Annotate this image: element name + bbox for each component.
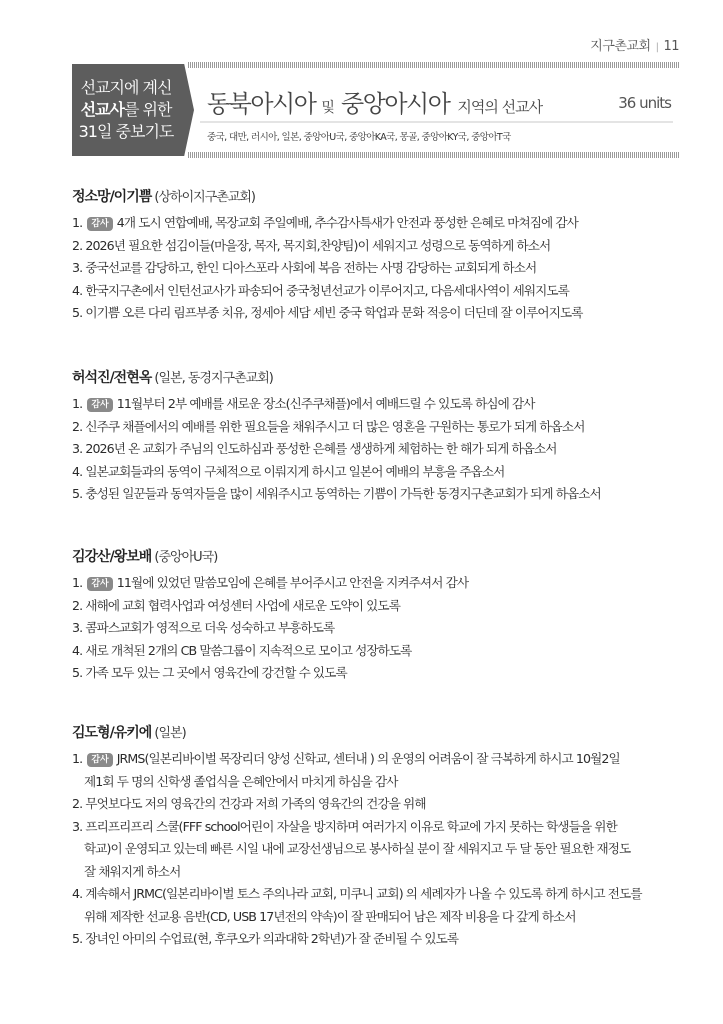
page-title bbox=[207, 84, 673, 119]
prayer-item: 3. 프리프리프리 스쿨(FFF school어린이 자살을 방지하며 여러가지 이유로 학교에 가지 못하는 학생들을 위한 학교)이 운영되고 있는데 빠른 시일 내에 교장선생님으로 봉사하실 분이 잘 세워지고 두 달 동안 필요한 재정도 잘 채워지게 하소서 bbox=[72, 818, 631, 879]
title-northeast-asia: 동북아시아 bbox=[207, 90, 316, 118]
mission-location: (상하이지구촌교회) bbox=[151, 190, 256, 205]
separator: | bbox=[655, 42, 659, 53]
mission-location: (일본, 동경지구촌교회) bbox=[151, 371, 273, 386]
missionary-section bbox=[72, 186, 683, 325]
prayer-item: 2. 무엇보다도 저의 영육간의 건강과 저희 가족의 영육간의 건강을 위해 bbox=[72, 796, 426, 811]
prayer-item: 1. 감사 4개 도시 연합예배, 목장교회 주일예배, 추수감사특새가 안전과 풍성한 은혜로 마쳐짐에 감사 bbox=[72, 215, 578, 230]
prayer-item: 5. 장녀인 아미의 수업료(현, 후쿠오카 의과대학 2학년)가 잘 준비될 수 있도록 bbox=[72, 931, 459, 946]
missionary-section bbox=[72, 546, 683, 685]
missionary-section bbox=[72, 367, 683, 506]
page-number: 11 bbox=[663, 39, 679, 54]
missionary-name: 김강산/왕보배 (중앙아U국) bbox=[72, 549, 218, 565]
prayer-item: 5. 이기쁨 오른 다리 림프부종 치유, 정세아 세담 세빈 중국 학업과 문화 적응이 더딘데 잘 이루어지도록 bbox=[72, 305, 583, 320]
title-divider bbox=[200, 121, 673, 123]
missionary-name: 허석진/전현옥 (일본, 동경지구촌교회) bbox=[72, 370, 273, 386]
missionary-name: 김도형/유키에 (일본) bbox=[72, 725, 186, 741]
missionary-section bbox=[72, 722, 683, 951]
hatch-divider-bottom bbox=[188, 152, 679, 158]
tag-line-3: 31일 중보기도 bbox=[78, 122, 174, 141]
thanks-badge: 감사 bbox=[87, 398, 112, 412]
units-count: 36 units bbox=[618, 94, 671, 112]
title-conjunction: 및 bbox=[321, 100, 335, 116]
thanks-badge: 감사 bbox=[87, 753, 112, 767]
title-central-asia: 중앙아시아 bbox=[340, 90, 450, 118]
thanks-badge: 감사 bbox=[87, 577, 112, 591]
mission-location: (중앙아U국) bbox=[151, 550, 218, 565]
prayer-item: 4. 계속해서 JRMC(일본리바이벌 토스 주의나라 교회, 미쿠니 교회) 의 세례자가 나올 수 있도록 하게 하시고 전도를 위해 제작한 선교용 음반(CD, USB 17년전의 약속)이 잘 판매되어 남은 제작 비용을 다 갚게 하소서 bbox=[72, 886, 642, 924]
tag-line-1: 선교지에 계신 bbox=[80, 78, 172, 97]
prayer-item: 4. 새로 개척된 2개의 CB 말씀그룹이 지속적으로 모이고 성장하도록 bbox=[72, 642, 412, 658]
page-header bbox=[590, 35, 679, 54]
prayer-item: 5. 가족 모두 있는 그 곳에서 영육간에 강건할 수 있도록 bbox=[72, 665, 347, 680]
prayer-item: 5. 충성된 일꾼들과 동역자들을 많이 세워주시고 동역하는 기쁨이 가득한 동경지구촌교회가 되게 하옵소서 bbox=[72, 486, 601, 501]
prayer-item: 1. 감사 JRMS(일본리바이벌 목장리더 양성 신학교, 센터내 ) 의 운영의 어려움이 잘 극복하게 하시고 10월2일 제1회 두 명의 신학생 졸업식을 은혜안에서 마치게 하심을 감사 bbox=[72, 751, 620, 789]
prayer-item: 3. 2026년 온 교회가 주님의 인도하심과 풍성한 은혜를 생생하게 체험하는 한 해가 되게 하옵소서 bbox=[72, 441, 557, 456]
prayer-item: 4. 한국지구촌에서 인턴선교사가 파송되어 중국청년선교가 이루어지고, 다음세대사역이 세워지도록 bbox=[72, 282, 569, 298]
prayer-item: 1. 감사 11월에 있었던 말씀모임에 은혜를 부어주시고 안전을 지켜주셔서 감사 bbox=[72, 575, 469, 590]
tag-line-2: 선교사를 위한 bbox=[80, 100, 172, 119]
hatch-divider-top bbox=[188, 62, 679, 68]
mission-location: (일본) bbox=[151, 726, 186, 741]
prayer-item: 2. 새해에 교회 협력사업과 여성센터 사업에 새로운 도약이 있도록 bbox=[72, 597, 400, 613]
prayer-item: 3. 중국선교를 감당하고, 한인 디아스포라 사회에 복음 전하는 사명 감당하는 교회되게 하소서 bbox=[72, 260, 537, 275]
prayer-item: 2. 신주쿠 채플에서의 예배를 위한 필요들을 채워주시고 더 많은 영혼을 구원하는 통로가 되게 하옵소서 bbox=[72, 418, 585, 434]
prayer-item: 1. 감사 11월부터 2부 예배를 새로운 장소(신주쿠채플)에서 예배드릴 수 있도록 하심에 감사 bbox=[72, 396, 535, 411]
title-subtitle: 지역의 선교사 bbox=[457, 98, 543, 116]
thanks-badge: 감사 bbox=[87, 217, 112, 231]
prayer-item: 2. 2026년 필요한 섬김이들(마을장, 목자, 목지회,찬양팀)이 세워지고 성령으로 동역하게 하소서 bbox=[72, 237, 551, 253]
prayer-item: 3. 콤파스교회가 영적으로 더욱 성숙하고 부흥하도록 bbox=[72, 620, 335, 635]
prayer-item: 4. 일본교회들과의 동역이 구체적으로 이뤄지게 하시고 일본어 예배의 부흥을 주옵소서 bbox=[72, 463, 505, 479]
missionary-name: 정소망/이기쁨 (상하이지구촌교회) bbox=[72, 189, 256, 205]
country-list: 중국, 대만, 러시아, 일본, 중앙아U국, 중앙아KA국, 몽골, 중앙아KY국, 중앙아T국 bbox=[207, 132, 511, 143]
church-name: 지구촌교회 bbox=[590, 39, 651, 54]
prayer-banner-tag bbox=[72, 64, 180, 156]
